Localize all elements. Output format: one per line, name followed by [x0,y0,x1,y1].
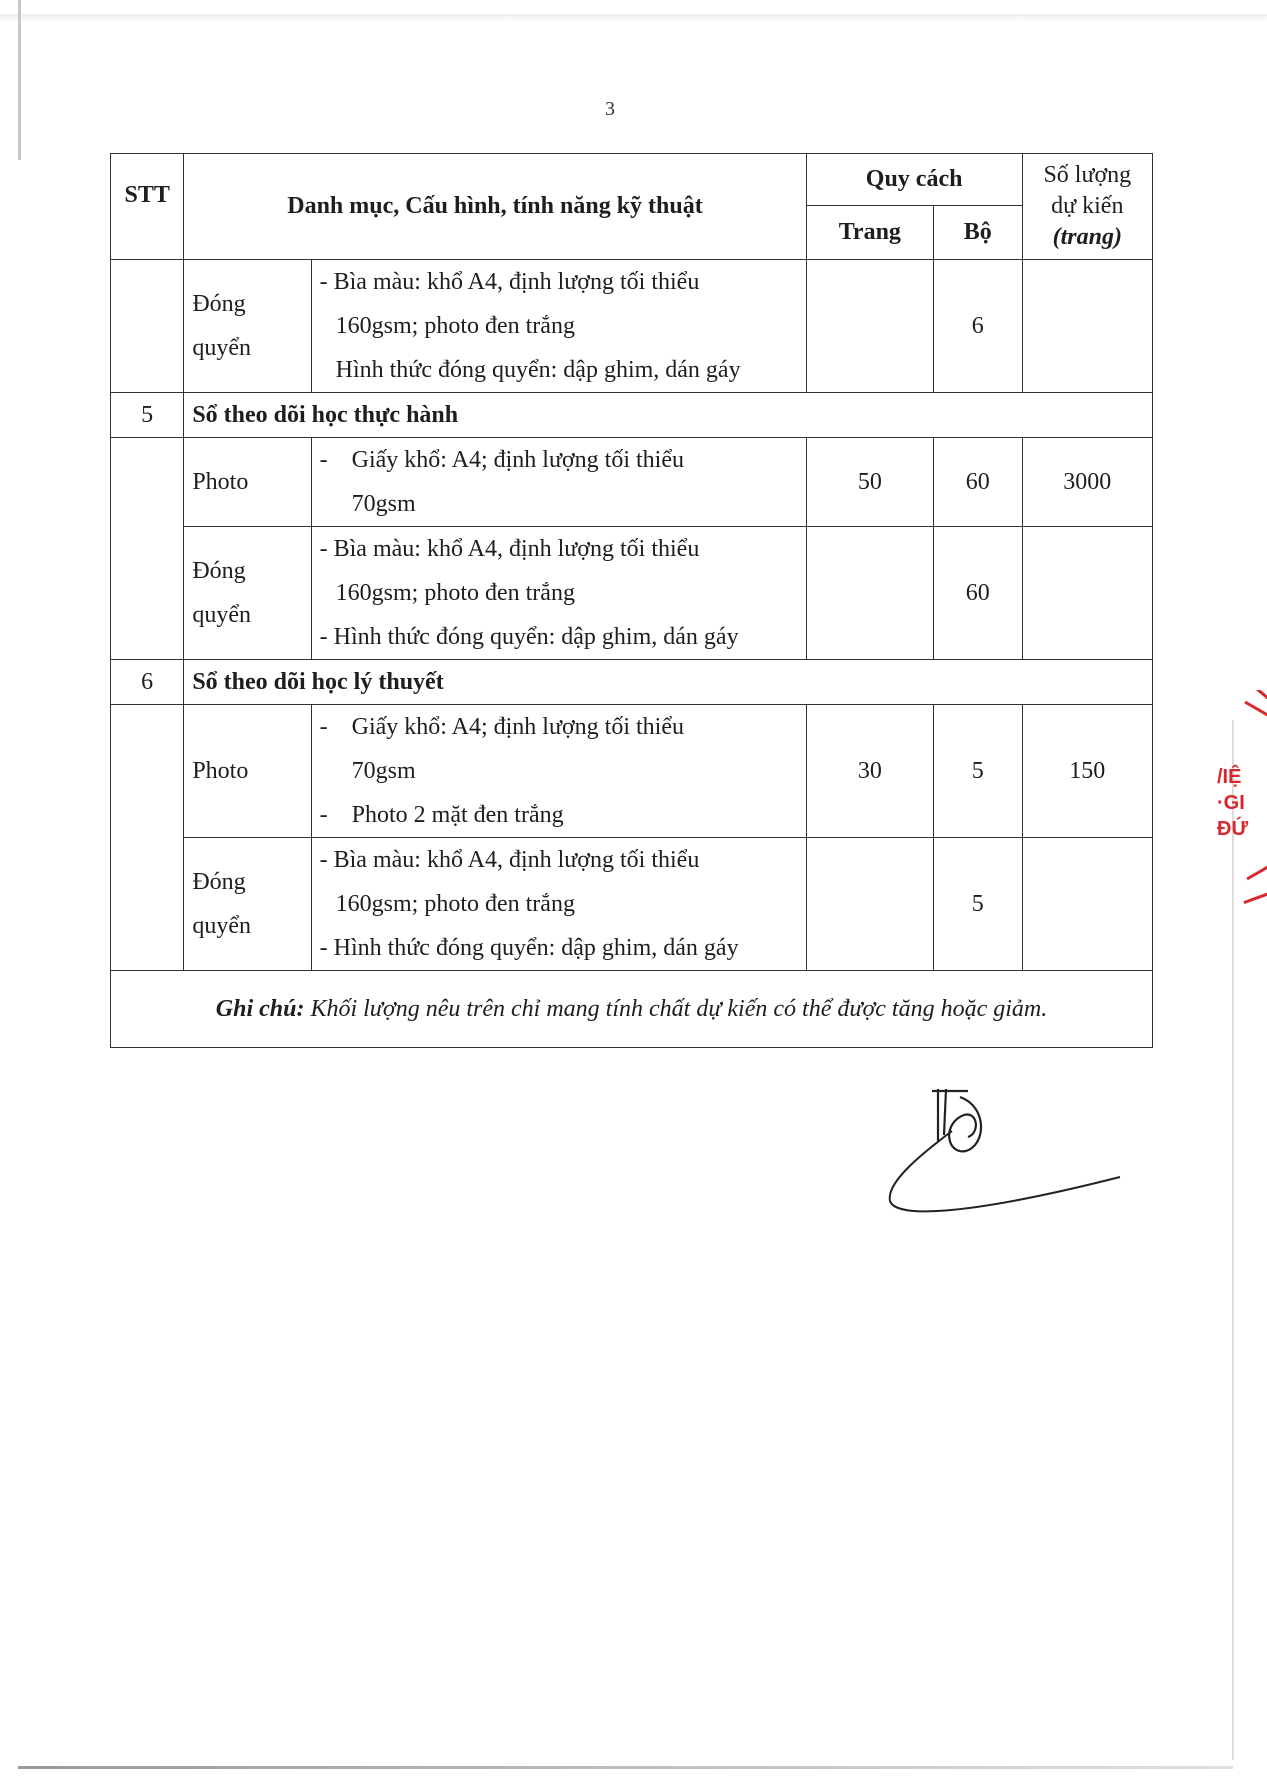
type-cell [184,527,311,660]
page-number: 3 [605,98,615,120]
spec-line: 160gsm; photo đen trắng [335,313,575,339]
header-sets: Bộ [933,206,1022,260]
pages-cell: 50 [806,438,933,527]
spec-cell [311,260,806,393]
quantity-cell: 150 [1022,705,1152,838]
spec-cell [311,705,806,838]
stt-cell: 5 [111,393,184,438]
quantity-cell [1022,260,1152,393]
spec-line: - Bìa màu: khổ A4, định lượng tối thiểu [319,269,700,295]
type-cell: Photo [184,705,311,838]
type-line: Đóng [192,869,246,895]
table-header-row [111,154,1153,206]
section-row [111,393,1153,438]
type-cell: Photo [184,438,311,527]
sets-cell: 5 [933,838,1022,971]
sets-cell: 6 [933,260,1022,393]
handwritten-signature [880,1085,1130,1225]
type-cell [184,260,311,393]
note-cell [111,971,1153,1048]
spec-line: - Bìa màu: khổ A4, định lượng tối thiểu [319,847,700,873]
sets-cell: 60 [933,527,1022,660]
stamp-text: ·GI [1217,792,1245,814]
spec-line: - Hình thức đóng quyển: dập ghim, dán gáy [319,624,739,650]
header-category: Danh mục, Cấu hình, tính năng kỹ thuật [184,154,806,260]
stt-cell [111,438,184,660]
spec-line: 70gsm [351,491,416,517]
header-quantity [1022,154,1152,260]
table-row [111,260,1153,393]
pages-cell [806,838,933,971]
spec-cell [311,438,806,527]
stt-cell [111,705,184,971]
section-row [111,660,1153,705]
header-quantity-line2: dự kiến [1051,193,1124,219]
header-spec-group: Quy cách [806,154,1022,206]
header-quantity-line1: Số lượng [1043,162,1132,188]
scan-edge-bottom [18,1766,1233,1769]
stamp-mark [1246,863,1267,881]
header-quantity-unit: (trang) [1052,224,1122,250]
spec-table [110,153,1153,1048]
quantity-cell: 3000 [1022,438,1152,527]
spec-line: 160gsm; photo đen trắng [335,580,575,606]
header-pages: Trang [806,206,933,260]
note-row [111,971,1153,1048]
type-line: quyển [192,913,251,939]
pages-cell: 30 [806,705,933,838]
stt-cell: 6 [111,660,184,705]
spec-line [320,438,798,482]
spec-cell [311,527,806,660]
red-stamp-fragment [1215,690,1267,930]
spec-line: - Hình thức đóng quyển: dập ghim, dán gáy [319,935,739,961]
spec-line: 70gsm [351,758,416,784]
table-row [111,438,1153,527]
scan-edge-top [0,14,1267,22]
note-label: Ghi chú: [215,995,305,1022]
spec-cell [311,838,806,971]
quantity-cell [1022,527,1152,660]
type-cell [184,838,311,971]
bullet-dash: - [319,802,328,828]
quantity-cell [1022,838,1152,971]
spec-text: Giấy khổ: A4; định lượng tối thiểu [351,714,684,740]
stt-cell [111,260,184,393]
stamp-text: ĐỨ [1217,818,1249,840]
section-title: Sổ theo dõi học lý thuyết [184,660,1153,705]
type-line: Đóng [192,291,246,317]
stamp-mark [1248,690,1267,702]
note-text: Khối lượng nêu trên chỉ mang tính chất dự kiến có thể được tăng hoặc giảm. [310,995,1048,1022]
bullet-dash: - [319,714,328,740]
header-stt: STT [111,154,184,260]
spec-line [320,793,798,837]
type-line: quyển [192,602,251,628]
bullet-dash: - [319,447,328,473]
type-line: Đóng [192,558,246,584]
pages-cell [806,260,933,393]
type-line: quyển [192,335,251,361]
stamp-mark [1244,701,1267,719]
pages-cell [806,527,933,660]
sets-cell: 60 [933,438,1022,527]
spec-text: Photo 2 mặt đen trắng [351,802,564,828]
scan-edge-left [18,0,21,160]
stamp-text: /IỆ [1217,766,1242,788]
spec-text: Giấy khổ: A4; định lượng tối thiểu [351,447,684,473]
spec-line: Hình thức đóng quyển: dập ghim, dán gáy [335,357,741,383]
sets-cell: 5 [933,705,1022,838]
table-row [111,705,1153,838]
spec-line [320,705,798,749]
stamp-mark [1243,891,1267,904]
spec-line: - Bìa màu: khổ A4, định lượng tối thiểu [319,536,700,562]
table-row [111,838,1153,971]
section-title: Sổ theo dõi học thực hành [184,393,1153,438]
spec-line: 160gsm; photo đen trắng [335,891,575,917]
table-row [111,527,1153,660]
